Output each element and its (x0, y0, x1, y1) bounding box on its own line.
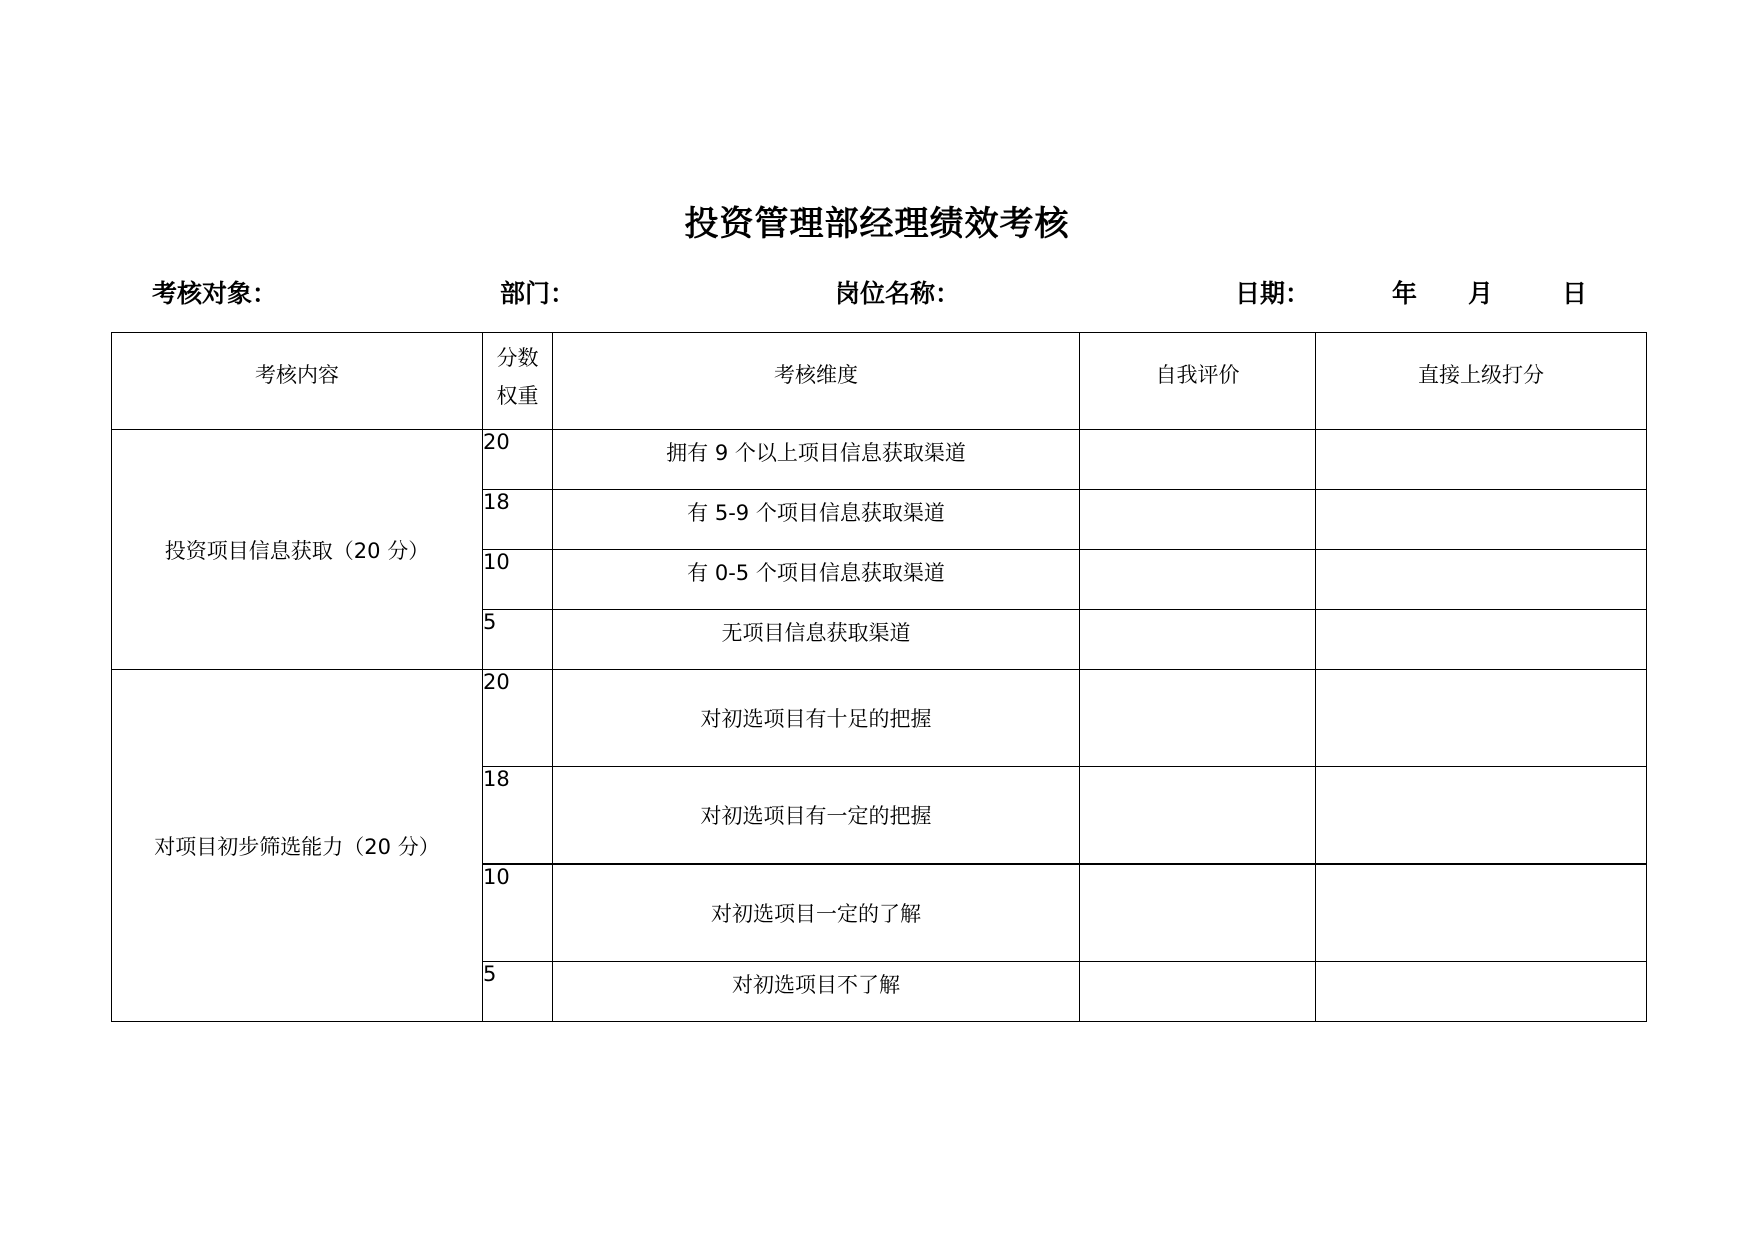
self-eval-cell[interactable] (1080, 767, 1316, 865)
table-row (112, 670, 1647, 767)
supervisor-score-cell[interactable] (1316, 610, 1647, 670)
content-cell: 对项目初步筛选能力（20 分） (112, 670, 483, 1022)
score-cell: 20 (483, 670, 553, 767)
dimension-cell: 拥有 9 个以上项目信息获取渠道 (553, 430, 1080, 490)
header-supervisor: 直接上级打分 (1316, 333, 1647, 430)
score-cell: 18 (483, 490, 553, 550)
self-eval-cell[interactable] (1080, 670, 1316, 767)
position-name-label: 岗位名称： (835, 279, 961, 308)
header-dimension: 考核维度 (553, 333, 1080, 430)
score-cell: 10 (483, 864, 553, 962)
page-title: 投资管理部经理绩效考核 (684, 204, 1070, 244)
month-label: 月 (1468, 279, 1494, 308)
supervisor-score-cell[interactable] (1316, 962, 1647, 1022)
self-eval-cell[interactable] (1080, 610, 1316, 670)
assessment-target-label: 考核对象： (152, 279, 278, 308)
supervisor-score-cell[interactable] (1316, 670, 1647, 767)
department-label: 部门： (500, 279, 576, 308)
supervisor-score-cell[interactable] (1316, 550, 1647, 610)
supervisor-score-cell[interactable] (1316, 767, 1647, 865)
dimension-cell: 无项目信息获取渠道 (553, 610, 1080, 670)
dimension-cell: 对初选项目有一定的把握 (553, 767, 1080, 865)
year-label: 年 (1392, 279, 1418, 308)
score-cell: 5 (483, 962, 553, 1022)
score-cell: 10 (483, 550, 553, 610)
self-eval-cell[interactable] (1080, 864, 1316, 962)
dimension-cell: 对初选项目有十足的把握 (553, 670, 1080, 767)
table-row (112, 430, 1647, 490)
content-cell: 投资项目信息获取（20 分） (112, 430, 483, 670)
supervisor-score-cell[interactable] (1316, 430, 1647, 490)
dimension-cell: 有 0-5 个项目信息获取渠道 (553, 550, 1080, 610)
self-eval-cell[interactable] (1080, 550, 1316, 610)
assessment-table (111, 332, 1647, 1022)
table-header-row (112, 333, 1647, 430)
dimension-cell: 对初选项目一定的了解 (553, 864, 1080, 962)
score-cell: 20 (483, 430, 553, 490)
self-eval-cell[interactable] (1080, 430, 1316, 490)
supervisor-score-cell[interactable] (1316, 864, 1647, 962)
header-self-eval: 自我评价 (1080, 333, 1316, 430)
supervisor-score-cell[interactable] (1316, 490, 1647, 550)
self-eval-cell[interactable] (1080, 962, 1316, 1022)
header-weight-line2: 权重 (496, 384, 539, 408)
header-content: 考核内容 (112, 333, 483, 430)
score-cell: 5 (483, 610, 553, 670)
dimension-cell: 有 5-9 个项目信息获取渠道 (553, 490, 1080, 550)
date-label: 日期： (1235, 279, 1311, 308)
day-label: 日 (1562, 279, 1588, 308)
header-weight (483, 333, 553, 430)
score-cell: 18 (483, 767, 553, 865)
dimension-cell: 对初选项目不了解 (553, 962, 1080, 1022)
self-eval-cell[interactable] (1080, 490, 1316, 550)
header-weight-line1: 分数 (496, 346, 539, 370)
